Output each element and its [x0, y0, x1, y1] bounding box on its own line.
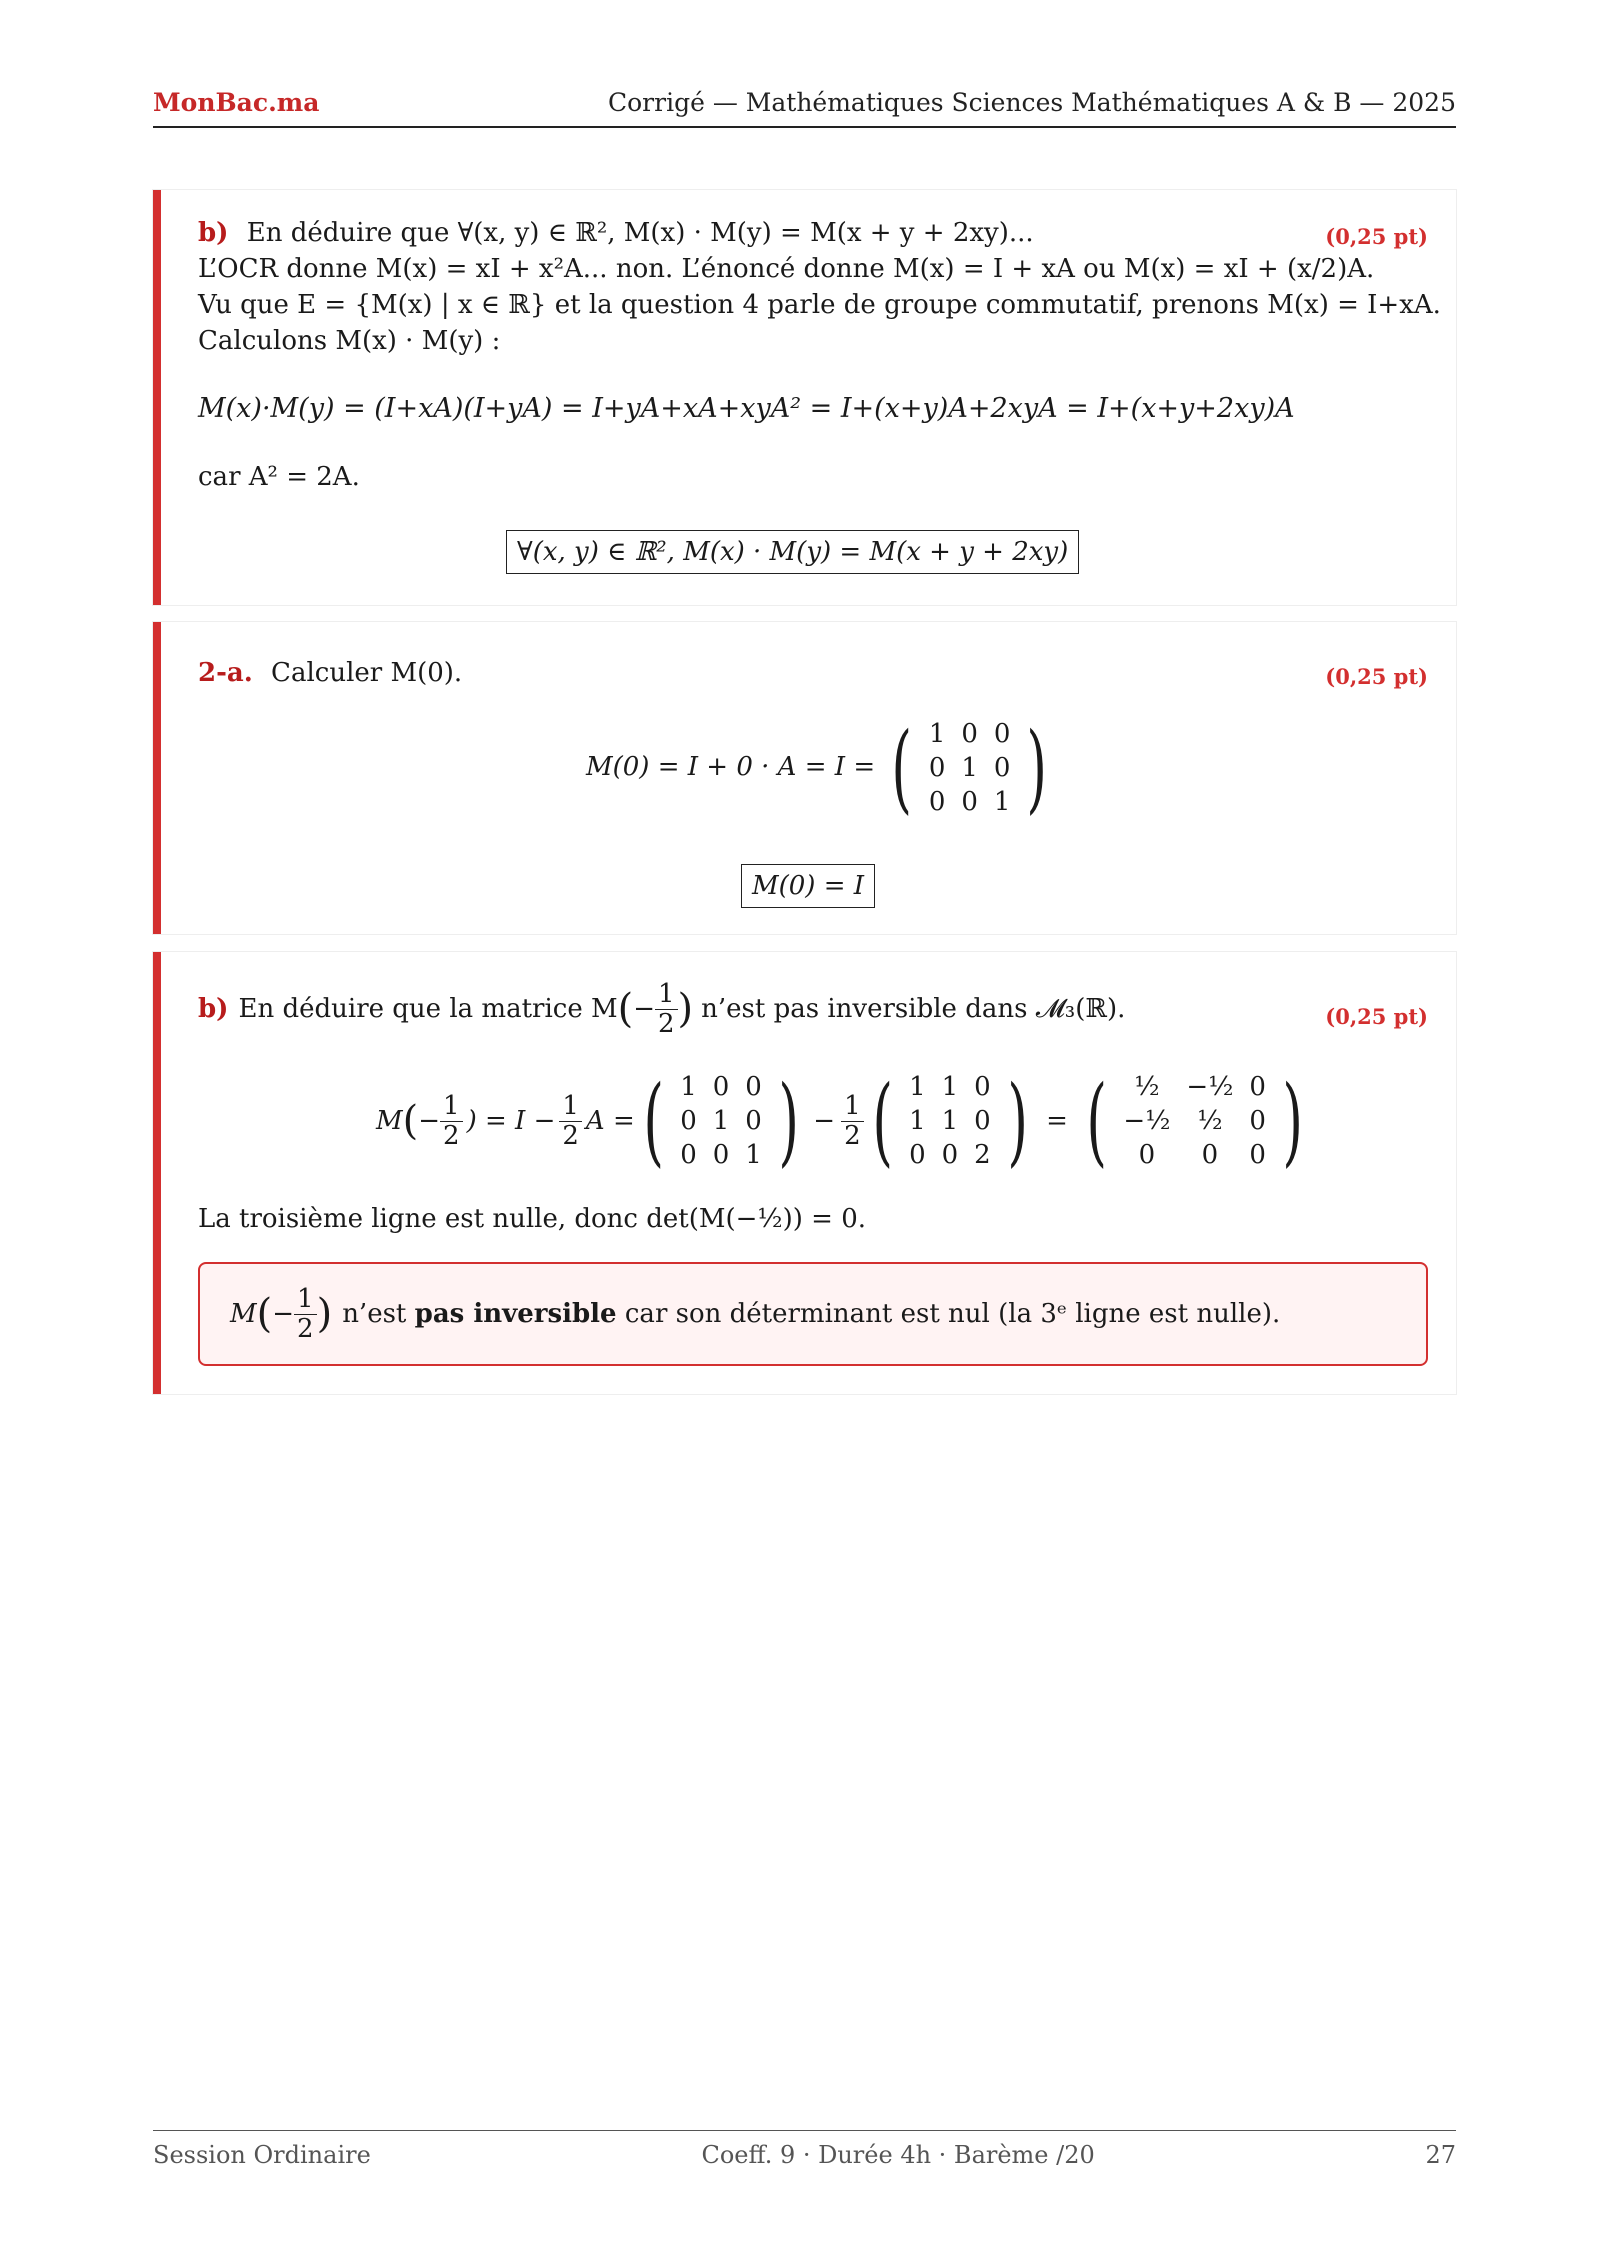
matrix-cell: 0 [1249, 1140, 1266, 1170]
matrix-cell: ½ [1134, 1072, 1160, 1102]
matrix-row [672, 1070, 770, 1104]
question-card-2a [153, 622, 1456, 934]
points-badge: (0,25 pt) [1325, 224, 1428, 249]
matrix-cell: −½ [1186, 1072, 1234, 1102]
page-number: 27 [1425, 2141, 1456, 2169]
matrix-cell: −½ [1123, 1106, 1171, 1136]
matrix-cell: 0 [928, 753, 946, 783]
points-badge: (0,25 pt) [1325, 1004, 1428, 1029]
matrix-row [901, 1070, 999, 1104]
question-text: En déduire que ∀(x, y) ∈ ℝ², M(x) · M(y) = M(x + y + 2xy)... [246, 218, 1034, 248]
matrix-cell: 0 [745, 1072, 762, 1102]
fraction: $\frac{1}{2}$ [655, 980, 678, 1038]
matrix-cell: 2 [974, 1140, 991, 1170]
note-text: car A² = 2A. [198, 462, 360, 492]
determinant-line: La troisième ligne est nulle, donc det(M(−½)) = 0. [198, 1204, 867, 1234]
fraction: $\frac{1}{2}$ [559, 1092, 582, 1150]
matrix-cell: 0 [680, 1106, 697, 1136]
matrix-cell: 1 [909, 1072, 926, 1102]
matrix-cell: 0 [745, 1106, 762, 1136]
equation-left: M(0) = I + 0 · A = I = [586, 752, 876, 782]
matrix-cell: 0 [974, 1072, 991, 1102]
result-box: ∀(x, y) ∈ ℝ², M(x) · M(y) = M(x + y + 2xy) [506, 530, 1079, 574]
matrix-cell: 0 [712, 1140, 730, 1170]
page-header [153, 88, 1456, 128]
matrix-cell: 0 [974, 1106, 991, 1136]
points-badge: (0,25 pt) [1325, 664, 1428, 689]
matrix-row [901, 1104, 999, 1138]
matrix-cell: 0 [961, 719, 978, 749]
matrix-cell: 1 [993, 787, 1011, 817]
footer-session: Session Ordinaire [153, 2141, 371, 2169]
conclusion-alert: M ( − $\frac{1}{2}$ ) n’est pas inversible car son déterminant est nul (la 3ᵉ ligne est nulle). [198, 1262, 1428, 1366]
identity-matrix: ( 1 0 0 0 1 0 0 0 1 ) [891, 712, 1048, 824]
matrix-a: ( 1 1 0 1 1 0 0 0 2 ) [872, 1065, 1028, 1177]
matrix-equation: M ( − $\frac{1}{2}$ ) = I − $\frac{1}{2}$ A = ( 1 0 0 0 1 0 0 0 1 ) − $\frac{1}{2}$ ( 1 1 0 1 1 0 0 0 2 ) = ( ½ −½ 0 −½ ½ 0 0 0 0 ) [376, 1070, 1311, 1172]
question-text-b: n’est pas inversible dans 𝓜₃(ℝ). [701, 993, 1126, 1024]
matrix-cell: 0 [712, 1072, 730, 1102]
matrix-cell: 0 [1201, 1140, 1219, 1170]
text-line-4: Calculons M(x) · M(y) : [198, 326, 501, 356]
matrix-cell: 0 [993, 753, 1011, 783]
question-line: b) En déduire que la matrice M ( − $\frac{1}{2}$ ) n’est pas inversible dans 𝓜₃(ℝ). [198, 979, 1126, 1039]
result-box: M(0) = I [741, 864, 875, 908]
footer-info: Coeff. 9 · Durée 4h · Barème /20 [701, 2141, 1095, 2169]
matrix-row [1115, 1138, 1274, 1172]
question-card-1b [153, 190, 1456, 605]
product-equation: M(x)·M(y) = (I+xA)(I+yA) = I+yA+xA+xyA² = I+(x+y)A+2xyA = I+(x+y+2xy)A [198, 393, 1295, 424]
question-text-a: En déduire que la matrice M [238, 994, 618, 1025]
matrix-row [672, 1104, 770, 1138]
fraction: $\frac{1}{2}$ [294, 1285, 317, 1343]
alert-bold-text: pas inversible [414, 1299, 617, 1329]
identity-matrix: ( 1 0 0 0 1 0 0 0 1 ) [643, 1065, 799, 1177]
fraction: $\frac{1}{2}$ [440, 1092, 463, 1150]
question-card-2b [153, 952, 1456, 1394]
matrix-cell: 0 [1138, 1140, 1156, 1170]
brand-logo[interactable]: MonBac.ma [153, 88, 320, 117]
matrix-cell: 1 [941, 1072, 959, 1102]
matrix-row [672, 1138, 770, 1172]
matrix-cell: 0 [993, 719, 1011, 749]
question-line [198, 218, 1034, 248]
matrix-cell: 0 [1249, 1106, 1266, 1136]
matrix-cell: 1 [712, 1106, 730, 1136]
question-line [198, 658, 462, 688]
matrix-cell: 0 [941, 1140, 959, 1170]
matrix-cell: 1 [745, 1140, 762, 1170]
matrix-cell: 0 [928, 787, 946, 817]
question-label: 2-a. [198, 658, 253, 688]
matrix-cell: 1 [961, 753, 978, 783]
question-text: Calculer M(0). [271, 658, 463, 688]
matrix-row [921, 717, 1019, 751]
header-title: Corrigé — Mathématiques Sciences Mathématiques A & B — 2025 [608, 88, 1456, 117]
matrix-row [901, 1138, 999, 1172]
text-line-2: L’OCR donne M(x) = xI + x²A... non. L’énoncé donne M(x) = I + xA ou M(x) = xI + (x/2)A. [198, 254, 1375, 284]
matrix-cell: 0 [961, 787, 978, 817]
matrix-cell: 1 [928, 719, 946, 749]
matrix-cell: 0 [1249, 1072, 1266, 1102]
fraction: $\frac{1}{2}$ [841, 1092, 864, 1150]
question-label: b) [198, 218, 229, 248]
matrix-cell: 0 [909, 1140, 926, 1170]
matrix-row [921, 785, 1019, 819]
matrix-cell: 0 [680, 1140, 697, 1170]
matrix-cell: 1 [909, 1106, 926, 1136]
question-label: b) [198, 994, 229, 1025]
matrix-cell: ½ [1197, 1106, 1223, 1136]
matrix-row [1115, 1070, 1274, 1104]
m0-equation [586, 712, 1056, 824]
result-matrix: ( ½ −½ 0 −½ ½ 0 0 0 0 ) [1086, 1065, 1303, 1177]
matrix-row [921, 751, 1019, 785]
matrix-cell: 1 [680, 1072, 697, 1102]
page-footer [153, 2130, 1456, 2169]
text-line-3: Vu que E = {M(x) | x ∈ ℝ} et la question 4 parle de groupe commutatif, prenons M(x) = I+xA. [198, 290, 1441, 320]
matrix-row [1115, 1104, 1274, 1138]
matrix-cell: 1 [941, 1106, 959, 1136]
